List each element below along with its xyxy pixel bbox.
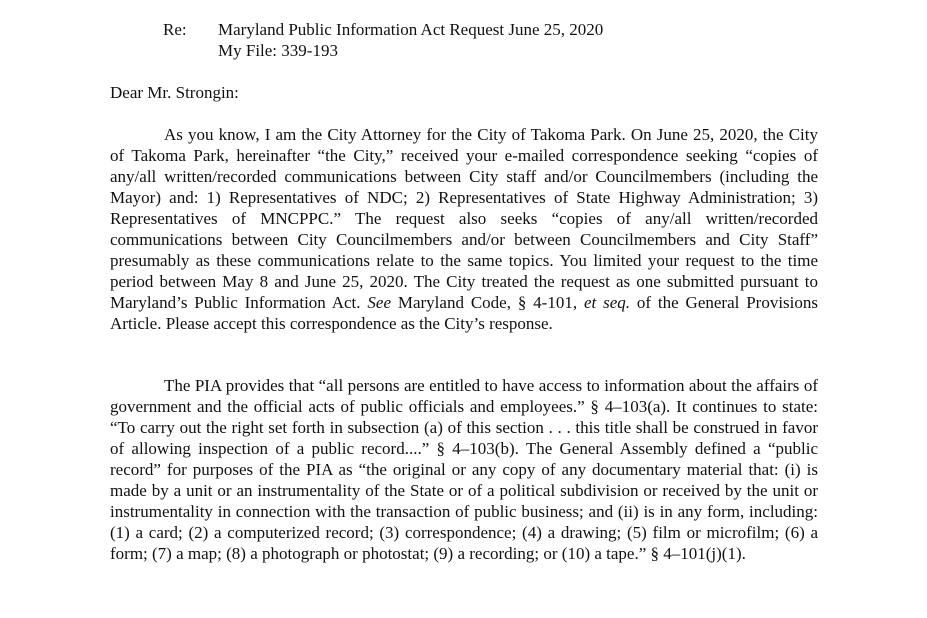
re-label: Re: (163, 20, 187, 39)
paragraph-1-text-c: of the General Provisions Article. Please accept this correspondence as the City’s response. (110, 293, 818, 333)
subject-line: Maryland Public Information Act Request June 25, 2020 (218, 20, 604, 39)
file-number-line: My File: 339-193 (218, 41, 338, 60)
reference-lines (218, 19, 603, 61)
paragraph-1-text-a: As you know, I am the City Attorney for the City of Takoma Park. On June 25, 2020, the City of Takoma Park, hereinafter “the City,” received your e-mailed correspondence seeking “copies of any/all written/recorded communications between City staff and/or Councilmembers (including the Mayor) and: 1) Representatives of NDC; 2) Representatives of State Highway Administration; 3) Representatives of MNCPPC.” The request also seeks “copies of any/all written/recorded communications between City Councilmembers and/or between Councilmembers and City Staff” presumably as these communications relate to the same topics. You limited your request to the time period between May 8 and June 25, 2020. The City treated the request as one submitted pursuant to Maryland’s Public Information Act. (110, 125, 818, 312)
paragraph-1-italic-et-seq: et seq. (583, 293, 631, 312)
paragraph-1-text-b: Maryland Code, § 4-101, (391, 293, 584, 312)
salutation: Dear Mr. Strongin: (110, 83, 239, 102)
paragraph-1-italic-see: See (367, 293, 391, 312)
paragraph-1 (110, 124, 818, 334)
paragraph-2-text: The PIA provides that “all persons are entitled to have access to information about the affairs of government and the official acts of public officials and employees.” § 4–103(a). It continues to state: “To carry out the right set forth in subsection (a) of this section . . . this title shall be construed in favor of allowing inspection of a public record....” § 4–103(b). The General Assembly defined a “public record” for purposes of the PIA as “the original or any copy of any documentary material that: (i) is made by a unit or an instrumentality of the State or of a political subdivision or received by the unit or instrumentality in connection with the transaction of public business; and (ii) is in any form, including: (1) a card; (2) a computerized record; (3) correspondence; (4) a drawing; (5) film or microfilm; (6) a form; (7) a map; (8) a photograph or photostat; (9) a recording; or (10) a tape.” § 4–101(j)(1). (110, 376, 818, 563)
reference-block (163, 19, 603, 61)
paragraph-2 (110, 375, 818, 564)
